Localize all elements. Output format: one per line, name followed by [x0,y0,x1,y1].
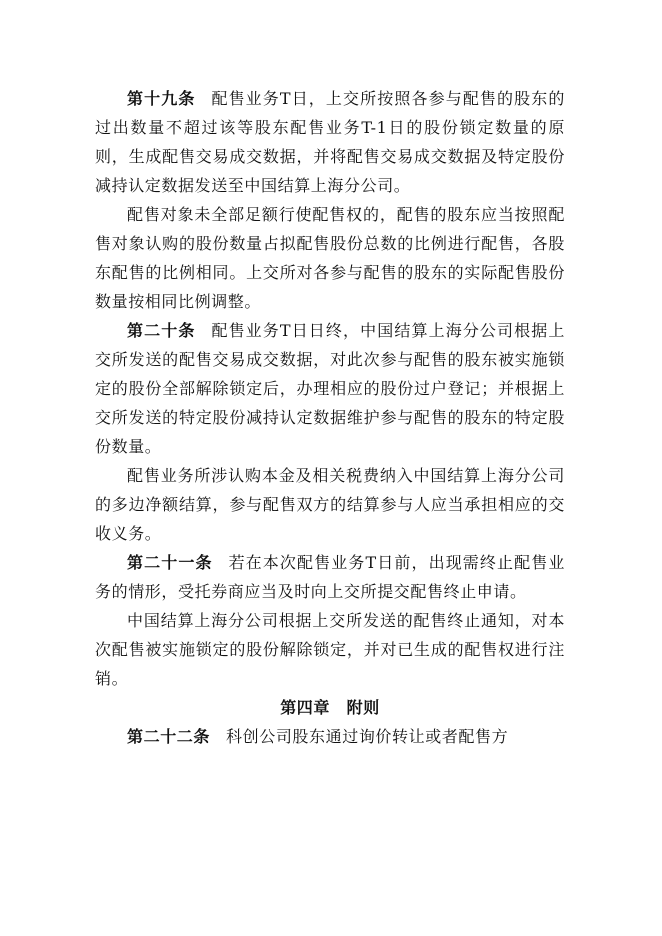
article-19-paragraph [95,84,565,200]
article-text: 配售业务T日，上交所按照各参与配售的股东的过出数量不超过该等股东配售业务T-1日的股份锁定数量的原则，生成配售交易成交数据，并将配售交易成交数据及特定股份减持认定数据发送至中国结算上海分公司。 [95,89,565,195]
article-21-paragraph [95,548,565,606]
article-19-continuation [95,200,565,316]
article-text: 配售业务所涉认购本金及相关税费纳入中国结算上海分公司的多边净额结算，参与配售双方的结算参与人应当承担相应的交收义务。 [95,466,565,543]
article-22-paragraph [95,722,565,751]
article-text: 中国结算上海分公司根据上交所发送的配售终止通知，对本次配售被实施锁定的股份解除锁定，并对已生成的配售权进行注销。 [95,611,565,688]
article-20-continuation [95,461,565,548]
article-heading: 第十九条 [127,89,196,108]
article-heading: 第二十二条 [127,727,211,746]
article-heading: 第二十一条 [127,553,213,572]
article-21-continuation [95,606,565,693]
article-heading: 第二十条 [127,321,196,340]
article-text: 配售业务T日日终，中国结算上海分公司根据上交所发送的配售交易成交数据，对此次参与配售的股东被实施锁定的股份全部解除锁定后，办理相应的股份过户登记；并根据上交所发送的特定股份减持认定数据维护参与配售的股东的特定股份数量。 [95,321,565,456]
document-body [95,84,565,751]
article-text: 若在本次配售业务T日前，出现需终止配售业务的情形，受托券商应当及时向上交所提交配售终止申请。 [95,553,565,601]
chapter-title: 第四章 附则 [280,698,380,717]
article-text: 科创公司股东通过询价转让或者配售方 [226,727,509,746]
article-text: 配售对象未全部足额行使配售权的，配售的股东应当按照配售对象认购的股份数量占拟配售股份总数的比例进行配售，各股东配售的比例相同。上交所对各参与配售的股东的实际配售股份数量按相同比例调整。 [95,205,565,311]
article-20-paragraph [95,316,565,461]
